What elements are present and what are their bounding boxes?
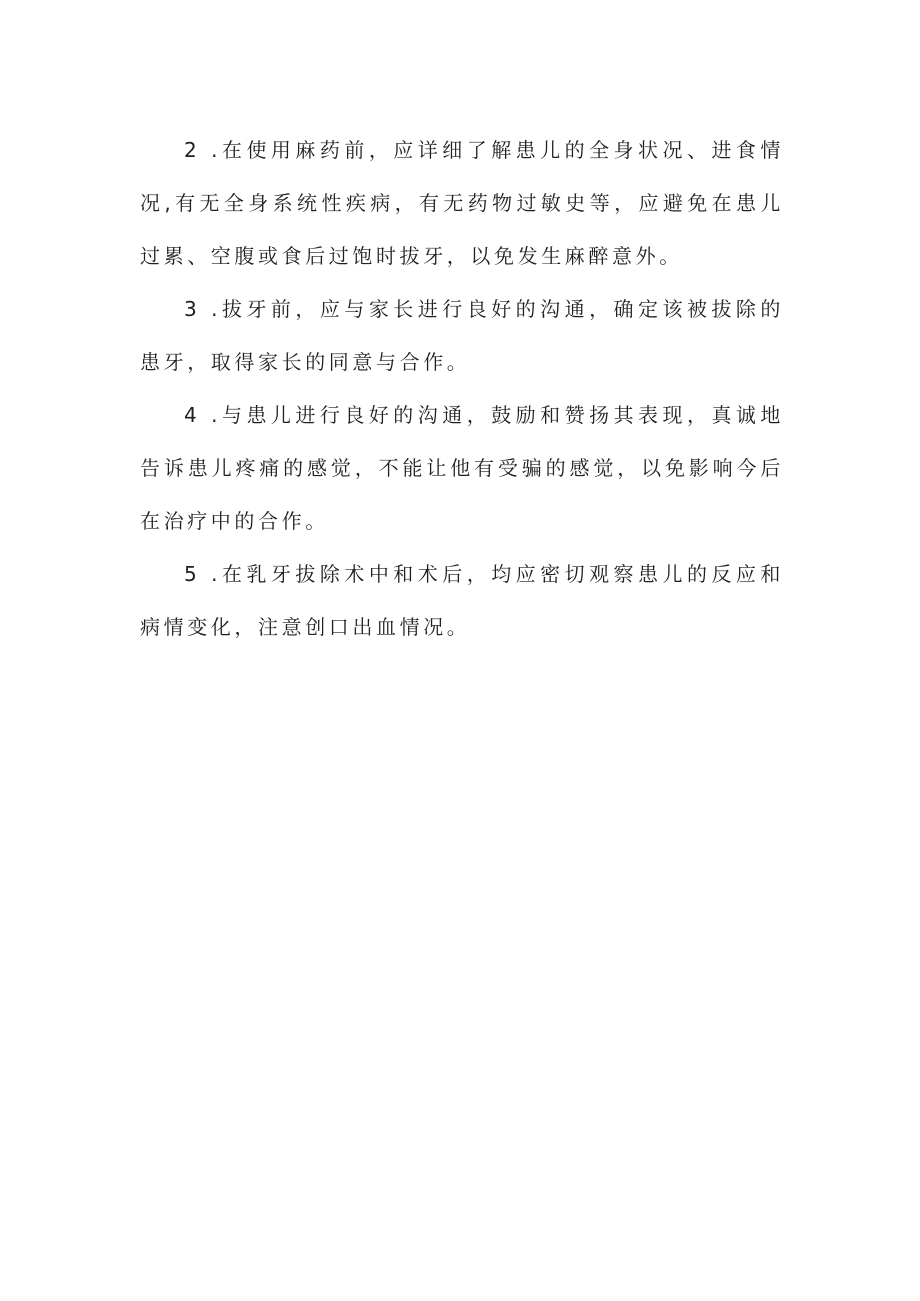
paragraph-item-5: 5 .在乳牙拔除术中和术后，均应密切观察患儿的反应和病情变化，注意创口出血情况。 bbox=[140, 562, 784, 639]
document-body bbox=[140, 124, 784, 654]
paragraph-item-3: 3 .拔牙前，应与家长进行良好的沟通，确定该被拔除的患牙，取得家长的同意与合作。 bbox=[140, 297, 784, 374]
paragraph-item-2: 2 .在使用麻药前，应详细了解患儿的全身状况、进食情况,有无全身系统性疾病，有无药物过敏史等，应避免在患儿过累、空腹或食后过饱时拔牙，以免发生麻醉意外。 bbox=[140, 138, 784, 268]
paragraph-item-4: 4 .与患儿进行良好的沟通，鼓励和赞扬其表现，真诚地告诉患儿疼痛的感觉，不能让他有受骗的感觉，以免影响今后在治疗中的合作。 bbox=[140, 403, 784, 533]
